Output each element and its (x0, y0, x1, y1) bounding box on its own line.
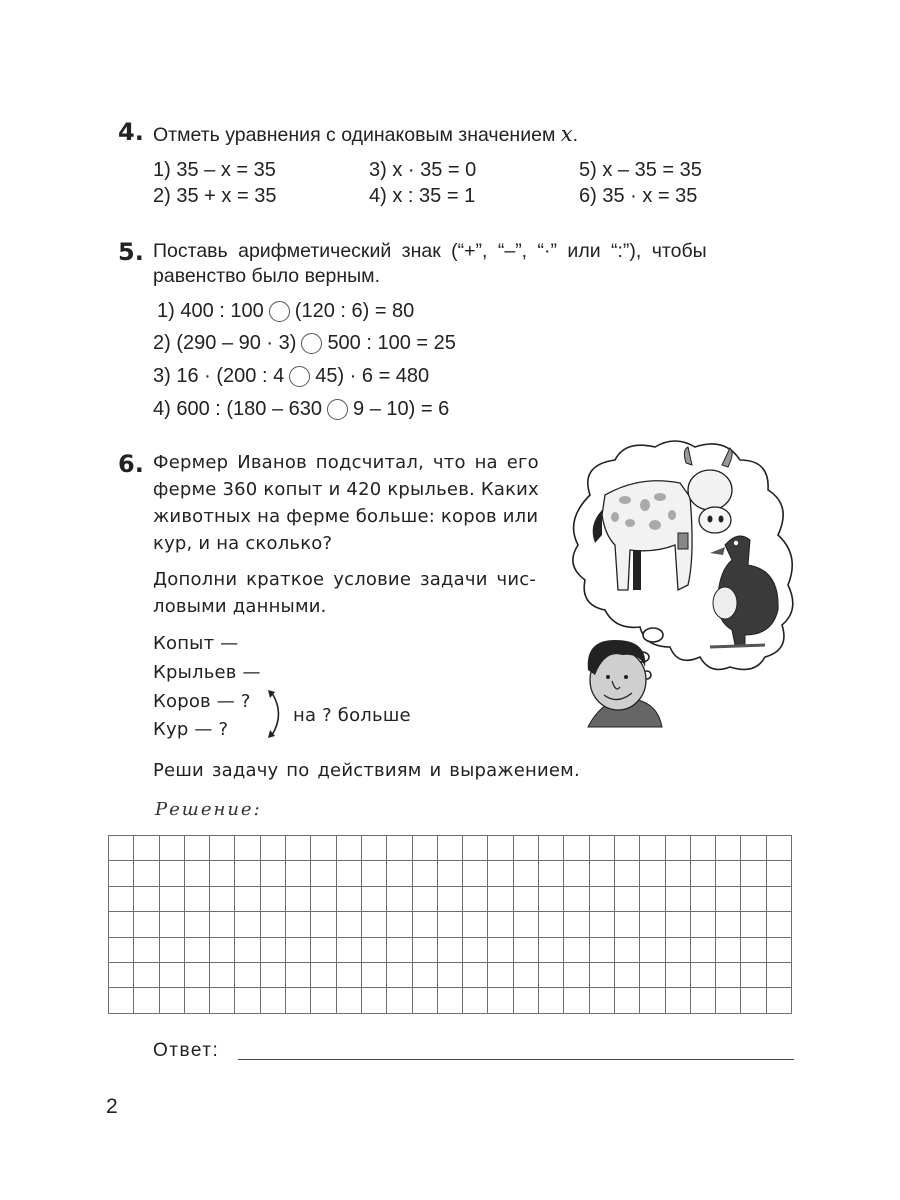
grid-cell[interactable] (134, 886, 159, 911)
grid-cell[interactable] (235, 912, 260, 937)
grid-cell[interactable] (614, 937, 639, 962)
task-number: 4. (118, 118, 144, 146)
grid-cell[interactable] (387, 937, 412, 962)
grid-cell[interactable] (184, 937, 209, 962)
double-arrow-icon (265, 688, 287, 740)
grid-cell[interactable] (412, 912, 437, 937)
grid-cell[interactable] (387, 836, 412, 861)
grid-cell[interactable] (766, 937, 791, 962)
grid-cell[interactable] (184, 988, 209, 1013)
equation-option[interactable]: 1) 35 – x = 35 (153, 159, 276, 181)
sign-circle-input[interactable] (301, 333, 322, 354)
task-number: 5. (118, 238, 144, 266)
grid-cell[interactable] (159, 912, 184, 937)
grid-cell[interactable] (539, 962, 564, 987)
grid-cell[interactable] (564, 912, 589, 937)
grid-cell[interactable] (109, 988, 134, 1013)
grid-cell[interactable] (463, 886, 488, 911)
grid-cell[interactable] (716, 912, 741, 937)
grid-cell[interactable] (387, 886, 412, 911)
grid-cell[interactable] (311, 886, 336, 911)
grid-cell[interactable] (513, 886, 538, 911)
grid-cell[interactable] (640, 861, 665, 886)
condition-hooves: Копыт — (153, 633, 239, 654)
grid-cell[interactable] (665, 988, 690, 1013)
equation-option[interactable]: 4) x : 35 = 1 (369, 185, 476, 207)
grid-cell[interactable] (690, 836, 715, 861)
grid-cell[interactable] (741, 988, 766, 1013)
grid-cell[interactable] (260, 886, 285, 911)
grid-cell[interactable] (716, 988, 741, 1013)
grid-cell[interactable] (665, 836, 690, 861)
grid-cell[interactable] (412, 836, 437, 861)
grid-cell[interactable] (564, 937, 589, 962)
grid-cell[interactable] (539, 861, 564, 886)
sign-circle-input[interactable] (289, 366, 310, 387)
grid-row (109, 937, 792, 962)
grid-cell[interactable] (716, 836, 741, 861)
grid-cell[interactable] (361, 937, 386, 962)
grid-row (109, 962, 792, 987)
grid-cell[interactable] (311, 912, 336, 937)
grid-cell[interactable] (235, 962, 260, 987)
grid-cell[interactable] (564, 836, 589, 861)
grid-cell[interactable] (564, 988, 589, 1013)
grid-cell[interactable] (741, 886, 766, 911)
grid-cell[interactable] (766, 861, 791, 886)
sign-circle-input[interactable] (269, 301, 290, 322)
grid-cell[interactable] (665, 962, 690, 987)
grid-cell[interactable] (336, 886, 361, 911)
expression-row: 3) 16 · (200 : 4 45) · 6 = 480 (153, 365, 430, 387)
grid-cell[interactable] (513, 861, 538, 886)
grid-row (109, 912, 792, 937)
grid-cell[interactable] (640, 988, 665, 1013)
grid-cell[interactable] (412, 937, 437, 962)
grid-cell[interactable] (260, 988, 285, 1013)
grid-row (109, 988, 792, 1013)
grid-cell[interactable] (159, 937, 184, 962)
grid-cell[interactable] (134, 836, 159, 861)
grid-cell[interactable] (286, 886, 311, 911)
grid-cell[interactable] (134, 988, 159, 1013)
comparison-label: на ? больше (293, 705, 411, 726)
farmer-thinking-illustration (560, 435, 810, 735)
grid-cell[interactable] (361, 962, 386, 987)
grid-cell[interactable] (210, 988, 235, 1013)
grid-cell[interactable] (412, 861, 437, 886)
grid-cell[interactable] (109, 836, 134, 861)
grid-cell[interactable] (311, 836, 336, 861)
solve-instruction: Реши задачу по действиям и выражением. (153, 760, 580, 781)
grid-cell[interactable] (665, 937, 690, 962)
grid-cell[interactable] (513, 937, 538, 962)
grid-cell[interactable] (564, 886, 589, 911)
grid-cell[interactable] (134, 912, 159, 937)
grid-cell[interactable] (513, 836, 538, 861)
grid-cell[interactable] (159, 886, 184, 911)
grid-cell[interactable] (589, 861, 614, 886)
grid-cell[interactable] (614, 912, 639, 937)
grid-cell[interactable] (184, 912, 209, 937)
grid-cell[interactable] (690, 912, 715, 937)
grid-cell[interactable] (361, 988, 386, 1013)
grid-cell[interactable] (614, 886, 639, 911)
grid-cell[interactable] (210, 962, 235, 987)
expression-row: 1) 400 : 100 (120 : 6) = 80 (157, 300, 415, 322)
variable-x: x (560, 122, 573, 146)
grid-cell[interactable] (513, 962, 538, 987)
grid-cell[interactable] (564, 861, 589, 886)
grid-cell[interactable] (539, 988, 564, 1013)
grid-cell[interactable] (311, 937, 336, 962)
grid-cell[interactable] (387, 912, 412, 937)
grid-cell[interactable] (564, 962, 589, 987)
grid-cell[interactable] (134, 962, 159, 987)
grid-cell[interactable] (690, 861, 715, 886)
grid-cell[interactable] (311, 962, 336, 987)
grid-cell[interactable] (513, 912, 538, 937)
grid-cell[interactable] (109, 861, 134, 886)
grid-cell[interactable] (412, 988, 437, 1013)
grid-cell[interactable] (361, 861, 386, 886)
grid-cell[interactable] (437, 886, 462, 911)
grid-cell[interactable] (741, 912, 766, 937)
grid-cell[interactable] (361, 886, 386, 911)
grid-cell[interactable] (311, 861, 336, 886)
grid-cell[interactable] (716, 937, 741, 962)
grid-cell[interactable] (437, 836, 462, 861)
grid-cell[interactable] (463, 912, 488, 937)
grid-cell[interactable] (614, 861, 639, 886)
grid-cell[interactable] (336, 937, 361, 962)
grid-cell[interactable] (488, 988, 513, 1013)
grid-cell[interactable] (412, 962, 437, 987)
grid-cell[interactable] (134, 937, 159, 962)
sign-circle-input[interactable] (327, 399, 348, 420)
grid-cell[interactable] (488, 861, 513, 886)
grid-cell[interactable] (336, 912, 361, 937)
task-number: 6. (118, 450, 144, 478)
grid-cell[interactable] (741, 962, 766, 987)
task-instruction-line: равенство было верным. (153, 265, 381, 287)
grid-cell[interactable] (260, 962, 285, 987)
equation-option[interactable]: 2) 35 + x = 35 (153, 185, 277, 207)
grid-cell[interactable] (488, 937, 513, 962)
grid-cell[interactable] (260, 836, 285, 861)
grid-cell[interactable] (640, 937, 665, 962)
grid-cell[interactable] (539, 912, 564, 937)
grid-cell[interactable] (690, 988, 715, 1013)
grid-cell[interactable] (488, 962, 513, 987)
grid-cell[interactable] (437, 988, 462, 1013)
task-instruction (153, 122, 578, 147)
answer-input-line[interactable] (238, 1059, 794, 1060)
grid-cell[interactable] (184, 962, 209, 987)
grid-cell[interactable] (539, 937, 564, 962)
grid-cell[interactable] (286, 988, 311, 1013)
condition-cows: Коров — ? (153, 691, 251, 712)
expression-row: 4) 600 : (180 – 630 9 – 10) = 6 (153, 398, 450, 420)
grid-cell[interactable] (614, 962, 639, 987)
grid-cell[interactable] (463, 861, 488, 886)
grid-cell[interactable] (766, 988, 791, 1013)
equation-option[interactable]: 5) x – 35 = 35 (579, 159, 702, 181)
grid-cell[interactable] (488, 886, 513, 911)
grid-cell[interactable] (766, 912, 791, 937)
grid-cell[interactable] (387, 988, 412, 1013)
grid-cell[interactable] (387, 962, 412, 987)
grid-cell[interactable] (260, 937, 285, 962)
grid-cell[interactable] (716, 886, 741, 911)
grid-cell[interactable] (336, 988, 361, 1013)
grid-cell[interactable] (463, 836, 488, 861)
grid-cell[interactable] (716, 861, 741, 886)
task-instruction-line: Поставь арифметический знак (“+”, “–”, “·” или “:”), чтобы (153, 240, 707, 262)
grid-cell[interactable] (437, 861, 462, 886)
grid-cell[interactable] (488, 912, 513, 937)
grid-cell[interactable] (589, 886, 614, 911)
grid-cell[interactable] (690, 937, 715, 962)
grid-cell[interactable] (286, 836, 311, 861)
problem-line: ферме 360 копыт и 420 крыльев. Каких (153, 479, 539, 500)
grid-cell[interactable] (235, 861, 260, 886)
grid-cell[interactable] (361, 912, 386, 937)
page-number: 2 (106, 1095, 118, 1118)
grid-cell[interactable] (589, 937, 614, 962)
equation-option[interactable]: 6) 35 · x = 35 (579, 185, 698, 207)
problem-line: Фермер Иванов подсчитал, что на его (153, 452, 539, 473)
grid-cell[interactable] (463, 988, 488, 1013)
grid-cell[interactable] (159, 861, 184, 886)
grid-cell[interactable] (159, 988, 184, 1013)
grid-cell[interactable] (286, 962, 311, 987)
grid-cell[interactable] (741, 861, 766, 886)
grid-cell[interactable] (463, 937, 488, 962)
grid-cell[interactable] (640, 912, 665, 937)
grid-cell[interactable] (665, 861, 690, 886)
farmer-icon (588, 640, 662, 727)
instruction-text: Отметь уравнения с одинаковым значением (153, 124, 556, 146)
grid-cell[interactable] (311, 988, 336, 1013)
grid-cell[interactable] (109, 886, 134, 911)
grid-cell[interactable] (640, 886, 665, 911)
grid-cell[interactable] (463, 962, 488, 987)
grid-cell[interactable] (640, 836, 665, 861)
grid-cell[interactable] (412, 886, 437, 911)
condition-chickens: Кур — ? (153, 719, 229, 740)
grid-cell[interactable] (184, 886, 209, 911)
grid-cell[interactable] (109, 962, 134, 987)
grid-cell[interactable] (235, 988, 260, 1013)
grid-cell[interactable] (589, 988, 614, 1013)
grid-cell[interactable] (260, 912, 285, 937)
grid-cell[interactable] (210, 836, 235, 861)
grid-cell[interactable] (437, 962, 462, 987)
grid-cell[interactable] (336, 836, 361, 861)
grid-cell[interactable] (665, 886, 690, 911)
equation-option[interactable]: 3) x · 35 = 0 (369, 159, 477, 181)
grid-cell[interactable] (589, 836, 614, 861)
grid-cell[interactable] (614, 988, 639, 1013)
grid-cell[interactable] (589, 912, 614, 937)
grid-cell[interactable] (210, 912, 235, 937)
grid-cell[interactable] (513, 988, 538, 1013)
grid-cell[interactable] (109, 937, 134, 962)
grid-cell[interactable] (159, 962, 184, 987)
grid-row (109, 861, 792, 886)
problem-line: животных на ферме больше: коров или (153, 506, 539, 527)
grid-cell[interactable] (184, 861, 209, 886)
grid-cell[interactable] (766, 886, 791, 911)
grid-cell[interactable] (437, 912, 462, 937)
grid-cell[interactable] (690, 886, 715, 911)
grid-cell[interactable] (539, 836, 564, 861)
condition-wings: Крыльев — (153, 662, 261, 683)
grid-cell[interactable] (184, 836, 209, 861)
grid-cell[interactable] (539, 886, 564, 911)
grid-cell[interactable] (766, 962, 791, 987)
grid-cell[interactable] (690, 962, 715, 987)
grid-row (109, 836, 792, 861)
grid-cell[interactable] (210, 937, 235, 962)
grid-cell[interactable] (109, 912, 134, 937)
grid-row (109, 886, 792, 911)
grid-cell[interactable] (260, 861, 285, 886)
grid-cell[interactable] (134, 861, 159, 886)
grid-cell[interactable] (286, 912, 311, 937)
grid-cell[interactable] (741, 836, 766, 861)
instruction-line: ловыми данными. (153, 596, 327, 617)
grid-cell[interactable] (210, 861, 235, 886)
solution-grid[interactable] (108, 835, 792, 1014)
grid-cell[interactable] (286, 937, 311, 962)
grid-cell[interactable] (286, 861, 311, 886)
grid-cell[interactable] (361, 836, 386, 861)
grid-cell[interactable] (589, 962, 614, 987)
period: . (572, 124, 579, 146)
grid-cell[interactable] (716, 962, 741, 987)
grid-cell[interactable] (766, 836, 791, 861)
grid-cell[interactable] (665, 912, 690, 937)
grid-cell[interactable] (336, 962, 361, 987)
grid-cell[interactable] (488, 836, 513, 861)
grid-cell[interactable] (159, 836, 184, 861)
instruction-line: Дополни краткое условие задачи чис- (153, 569, 537, 590)
grid-cell[interactable] (235, 836, 260, 861)
grid-cell[interactable] (614, 836, 639, 861)
answer-label: Ответ: (153, 1040, 220, 1061)
grid-cell[interactable] (387, 861, 412, 886)
grid-cell[interactable] (235, 937, 260, 962)
expression-row: 2) (290 – 90 · 3) 500 : 100 = 25 (153, 332, 456, 354)
grid-cell[interactable] (210, 886, 235, 911)
grid-cell[interactable] (235, 886, 260, 911)
grid-cell[interactable] (640, 962, 665, 987)
solution-label: Решение: (155, 799, 262, 820)
grid-cell[interactable] (741, 937, 766, 962)
problem-line: кур, и на сколько? (153, 533, 333, 554)
grid-cell[interactable] (437, 937, 462, 962)
grid-cell[interactable] (336, 861, 361, 886)
